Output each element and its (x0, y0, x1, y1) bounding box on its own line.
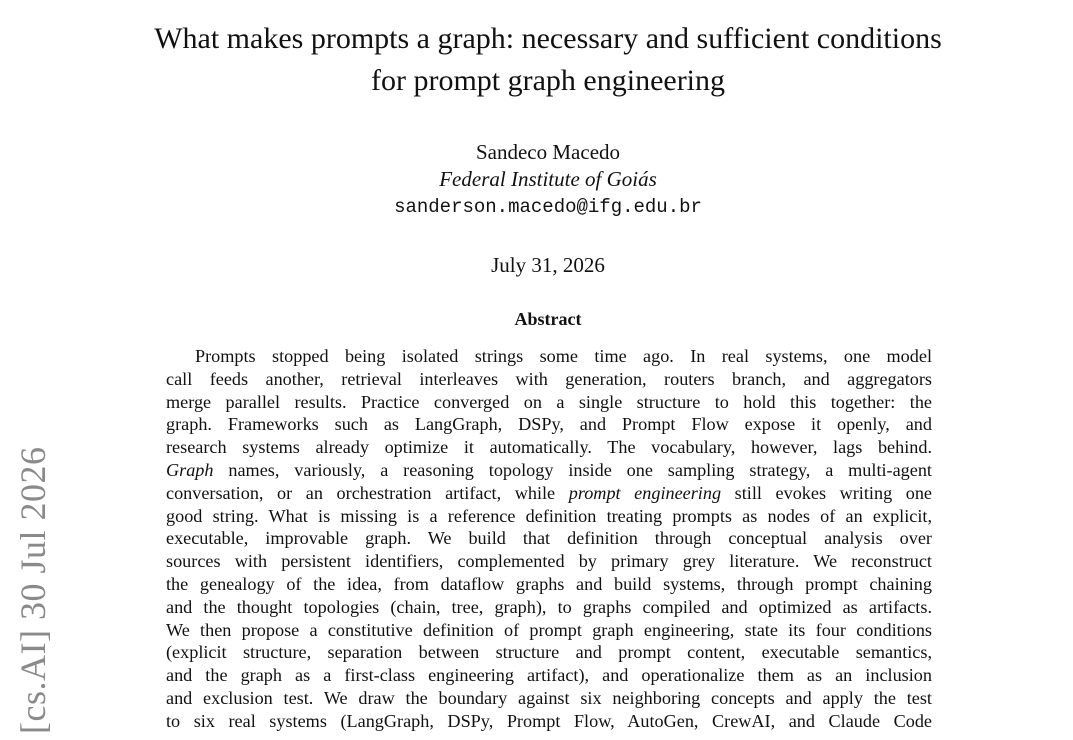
abstract-line: the genealogy of the idea, from dataflow graphs and build systems, through prompt chaining (166, 573, 932, 594)
abstract-line-text: conversation, or an orchestration artifact, while (166, 482, 569, 503)
abstract-line: and the graph as a first-class engineering artifact), and operationalize them as an inclusion (166, 665, 932, 686)
abstract-heading: Abstract (514, 309, 582, 329)
abstract-line: to six real systems (LangGraph, DSPy, Prompt Flow, AutoGen, CrewAI, and Claude Code (166, 710, 932, 731)
abstract-line (166, 482, 932, 505)
abstract-line: We then propose a constitutive definition of prompt graph engineering, state its four conditions (166, 619, 932, 640)
abstract-line-text: names, variously, a reasoning topology inside one sampling strategy, a multi-agent (213, 459, 932, 480)
author-affiliation: Federal Institute of Goiás (439, 167, 657, 191)
paper-title-line-2: for prompt graph engineering (370, 64, 726, 97)
abstract-line: research systems already optimize it automatically. The vocabulary, however, lags behind. (166, 437, 932, 458)
abstract-line: and the thought topologies (chain, tree, graph), to graphs compiled and optimized as artifacts. (166, 596, 932, 617)
abstract-line: (explicit structure, separation between structure and prompt content, executable semantics, (166, 642, 932, 663)
paper-title-line-1: What makes prompts a graph: necessary and sufficient conditions (154, 22, 942, 55)
abstract-line: good string. What is missing is a reference definition treating prompts as nodes of an explicit, (166, 505, 932, 526)
abstract-line: sources with persistent identifiers, complemented by primary grey literature. We reconstruct (166, 551, 932, 572)
abstract-line: and exclusion test. We draw the boundary against six neighboring concepts and apply the test (166, 687, 932, 708)
abstract-line: merge parallel results. Practice converged on a single structure to hold this together: the (166, 391, 932, 412)
abstract-body (166, 345, 932, 733)
author-name: Sandeco Macedo (475, 140, 621, 164)
abstract-line (166, 459, 932, 482)
abstract-emphasis-graph: Graph (166, 459, 214, 480)
abstract-line: call feeds another, retrieval interleaves with generation, routers branch, and aggregators (166, 368, 932, 389)
abstract-line: executable, improvable graph. We build that definition through conceptual analysis over (166, 528, 932, 549)
paper-title (100, 18, 996, 102)
paper-date: July 31, 2026 (491, 253, 605, 277)
author-email: sanderson.macedo@ifg.edu.br (394, 196, 702, 218)
abstract-line-text: still evokes writing one (721, 482, 933, 503)
abstract-emphasis-prompt-engineering: prompt engineering (568, 482, 722, 503)
abstract-line: graph. Frameworks such as LangGraph, DSPy, and Prompt Flow expose it openly, and (166, 414, 932, 435)
abstract-line: Prompts stopped being isolated strings some time ago. In real systems, one model (195, 346, 932, 366)
arxiv-stamp: [cs.AI] 30 Jul 2026 (13, 446, 53, 734)
